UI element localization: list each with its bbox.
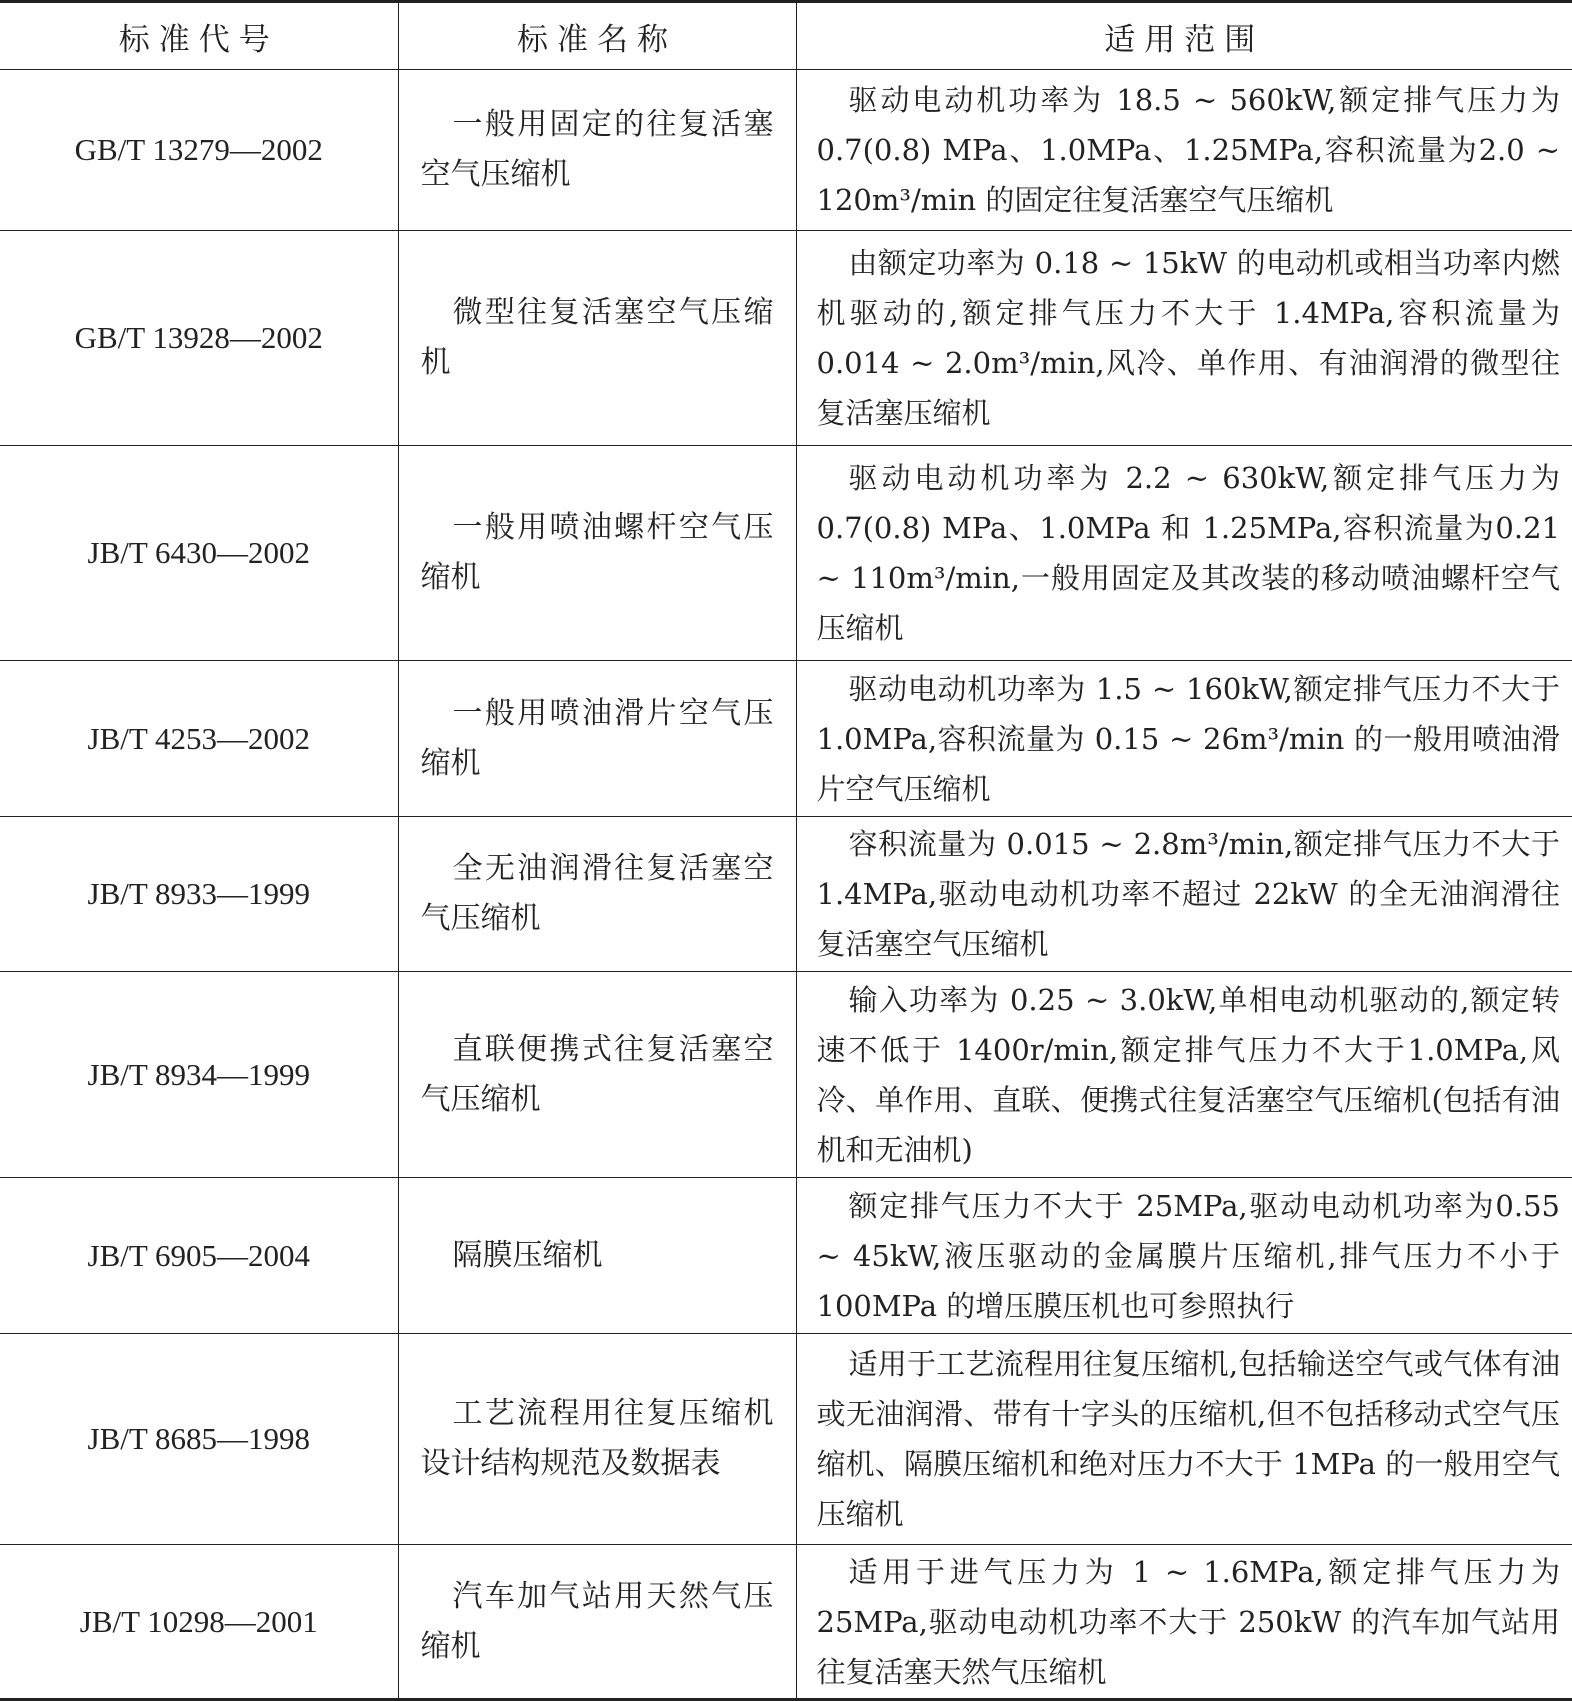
standard-code: JB/T 4253—2002: [0, 661, 398, 817]
table-row: [0, 1334, 1572, 1545]
table-row: [0, 1178, 1572, 1334]
table-row: [0, 231, 1572, 446]
header-standard-name: 标准名称: [398, 2, 796, 70]
standard-name: 隔膜压缩机: [398, 1178, 796, 1334]
table-row: [0, 972, 1572, 1178]
table-row: [0, 817, 1572, 972]
standard-name: 一般用喷油螺杆空气压缩机: [398, 446, 796, 661]
standard-code: JB/T 6430—2002: [0, 446, 398, 661]
standard-scope: 由额定功率为 0.18 ~ 15kW 的电动机或相当功率内燃机驱动的,额定排气压力不大于 1.4MPa,容积流量为 0.014 ~ 2.0m³/min,风冷、单作用、有油润滑的微型往复活塞压缩机: [796, 231, 1572, 446]
standard-name: 微型往复活塞空气压缩机: [398, 231, 796, 446]
standard-code: JB/T 8933—1999: [0, 817, 398, 972]
standard-name: 汽车加气站用天然气压缩机: [398, 1545, 796, 1700]
table-row: [0, 70, 1572, 231]
standard-scope: 驱动电动机功率为 2.2 ~ 630kW,额定排气压力为0.7(0.8) MPa、1.0MPa 和 1.25MPa,容积流量为0.21 ~ 110m³/min,一般用固定及其改装的移动喷油螺杆空气压缩机: [796, 446, 1572, 661]
header-standard-code: 标准代号: [0, 2, 398, 70]
standard-scope: 额定排气压力不大于 25MPa,驱动电动机功率为0.55 ~ 45kW,液压驱动的金属膜片压缩机,排气压力不小于 100MPa 的增压膜压机也可参照执行: [796, 1178, 1572, 1334]
standard-code: JB/T 8685—1998: [0, 1334, 398, 1545]
standard-name: 全无油润滑往复活塞空气压缩机: [398, 817, 796, 972]
standard-name: 直联便携式往复活塞空气压缩机: [398, 972, 796, 1178]
standard-code: JB/T 8934—1999: [0, 972, 398, 1178]
table-row: [0, 446, 1572, 661]
standard-code: JB/T 10298—2001: [0, 1545, 398, 1700]
standard-scope: 驱动电动机功率为 18.5 ~ 560kW,额定排气压力为0.7(0.8) MPa、1.0MPa、1.25MPa,容积流量为2.0 ~ 120m³/min 的固定往复活塞空气压缩机: [796, 70, 1572, 231]
table-row: [0, 1545, 1572, 1700]
standard-code: GB/T 13279—2002: [0, 70, 398, 231]
standard-name: 一般用固定的往复活塞空气压缩机: [398, 70, 796, 231]
standard-code: JB/T 6905—2004: [0, 1178, 398, 1334]
standard-code: GB/T 13928—2002: [0, 231, 398, 446]
standard-name: 工艺流程用往复压缩机设计结构规范及数据表: [398, 1334, 796, 1545]
standard-scope: 驱动电动机功率为 1.5 ~ 160kW,额定排气压力不大于 1.0MPa,容积流量为 0.15 ~ 26m³/min 的一般用喷油滑片空气压缩机: [796, 661, 1572, 817]
table-header-row: [0, 2, 1572, 70]
standard-name: 一般用喷油滑片空气压缩机: [398, 661, 796, 817]
standard-scope: 输入功率为 0.25 ~ 3.0kW,单相电动机驱动的,额定转速不低于 1400r/min,额定排气压力不大于1.0MPa,风冷、单作用、直联、便携式往复活塞空气压缩机(包括有油机和无油机): [796, 972, 1572, 1178]
header-scope: 适用范围: [796, 2, 1572, 70]
standard-scope: 容积流量为 0.015 ~ 2.8m³/min,额定排气压力不大于 1.4MPa,驱动电动机功率不超过 22kW 的全无油润滑往复活塞空气压缩机: [796, 817, 1572, 972]
standard-scope: 适用于进气压力为 1 ~ 1.6MPa,额定排气压力为25MPa,驱动电动机功率不大于 250kW 的汽车加气站用往复活塞天然气压缩机: [796, 1545, 1572, 1700]
table-row: [0, 661, 1572, 817]
standard-scope: 适用于工艺流程用往复压缩机,包括输送空气或气体有油或无油润滑、带有十字头的压缩机,但不包括移动式空气压缩机、隔膜压缩机和绝对压力不大于 1MPa 的一般用空气压缩机: [796, 1334, 1572, 1545]
